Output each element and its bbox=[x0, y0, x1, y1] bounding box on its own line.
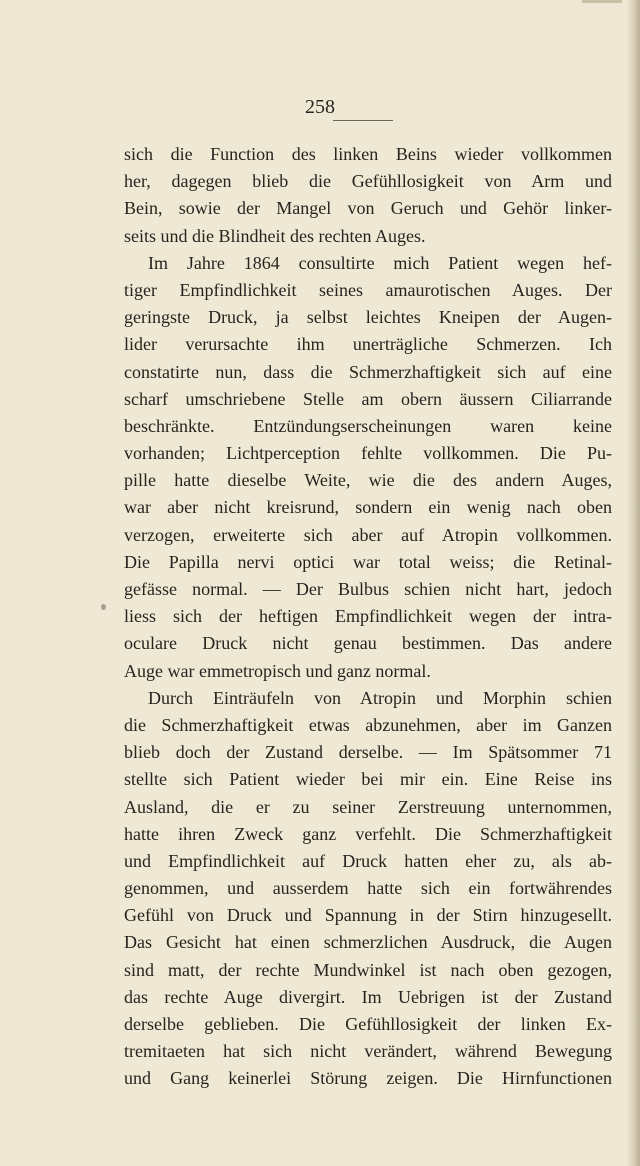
text-line: gefässe normal. — Der Bulbus schien nicht hart, jedoch bbox=[124, 579, 612, 599]
text-line: tiger Empfindlichkeit seines amaurotischen Auges. Der bbox=[124, 279, 612, 300]
text-line: scharf umschriebene Stelle am obern äussern Ciliarrande bbox=[124, 388, 612, 409]
text-line: derselbe geblieben. Die Gefühllosigkeit der linken Ex- bbox=[124, 1014, 612, 1034]
page-edge-shadow bbox=[626, 0, 640, 1166]
text-line: und Gang keinerlei Störung zeigen. Die Hirnfunctionen bbox=[124, 1068, 612, 1089]
text-line: Durch Einträufeln von Atropin und Morphin schien bbox=[148, 687, 612, 708]
page-edge-mark bbox=[582, 0, 622, 3]
text-line: tremitaeten hat sich nicht verändert, während Bewegung bbox=[124, 1041, 612, 1062]
text-line: Gefühl von Druck und Spannung in der Stirn hinzugesellt. bbox=[124, 905, 612, 926]
text-line: Bein, sowie der Mangel von Geruch und Gehör linker- bbox=[124, 198, 612, 219]
margin-speck bbox=[101, 604, 106, 610]
text-line: Ausland, die er zu seiner Zerstreuung unternommen, bbox=[124, 796, 612, 817]
text-line: vorhanden; Lichtperception fehlte vollkommen. Die Pu- bbox=[124, 443, 612, 464]
text-line: pille hatte dieselbe Weite, wie die des andern Auges, bbox=[124, 470, 612, 491]
page-number-underline bbox=[333, 120, 393, 121]
text-line: oculare Druck nicht genau bestimmen. Das andere bbox=[124, 633, 612, 654]
text-line: und Empfindlichkeit auf Druck hatten eher zu, als ab- bbox=[124, 850, 612, 871]
text-line: constatirte nun, dass die Schmerzhaftigkeit sich auf eine bbox=[124, 361, 612, 382]
text-line: die Schmerzhaftigkeit etwas abzunehmen, aber im Ganzen bbox=[124, 714, 612, 735]
text-line: hatte ihren Zweck ganz verfehlt. Die Schmerzhaftigkeit bbox=[124, 823, 612, 844]
text-line: lider verursachte ihm unerträgliche Schmerzen. Ich bbox=[124, 334, 612, 355]
text-line: sind matt, der rechte Mundwinkel ist nach oben gezogen, bbox=[124, 959, 612, 980]
text-line: verzogen, erweiterte sich aber auf Atropin vollkommen. bbox=[124, 524, 612, 545]
text-line: das rechte Auge divergirt. Im Uebrigen ist der Zustand bbox=[124, 986, 612, 1007]
text-line: blieb doch der Zustand derselbe. — Im Spätsommer 71 bbox=[124, 742, 612, 763]
text-line: liess sich der heftigen Empfindlichkeit wegen der intra- bbox=[124, 606, 612, 627]
body-text bbox=[124, 141, 612, 1093]
text-line: Das Gesicht hat einen schmerzlichen Ausdruck, die Augen bbox=[124, 932, 612, 953]
text-line: war aber nicht kreisrund, sondern ein wenig nach oben bbox=[124, 497, 612, 518]
page-number: 258 bbox=[305, 96, 335, 118]
text-line: beschränkte. Entzündungserscheinungen waren keine bbox=[124, 415, 612, 436]
text-line: stellte sich Patient wieder bei mir ein. Eine Reise ins bbox=[124, 769, 612, 790]
text-line: her, dagegen blieb die Gefühllosigkeit von Arm und bbox=[124, 171, 612, 192]
text-line: sich die Function des linken Beins wieder vollkommen bbox=[124, 144, 612, 164]
text-line: geringste Druck, ja selbst leichtes Kneipen der Augen- bbox=[124, 307, 612, 328]
text-line: seits und die Blindheit des rechten Auges. bbox=[124, 225, 426, 246]
text-line: Auge war emmetropisch und ganz normal. bbox=[124, 660, 431, 681]
text-line: Die Papilla nervi optici war total weiss; die Retinal- bbox=[124, 551, 612, 572]
text-line: genommen, und ausserdem hatte sich ein fortwährendes bbox=[124, 878, 612, 899]
text-line: Im Jahre 1864 consultirte mich Patient wegen hef- bbox=[148, 252, 612, 273]
